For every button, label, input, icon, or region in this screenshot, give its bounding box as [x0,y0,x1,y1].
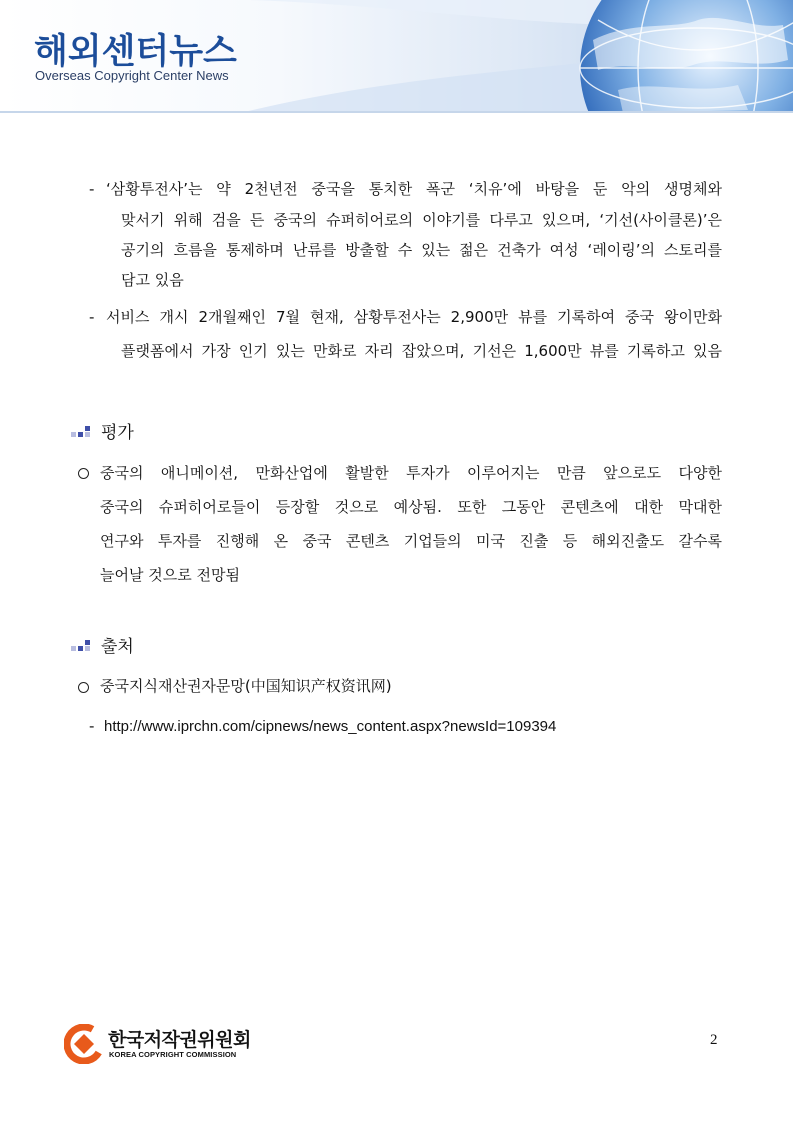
paragraph-line: 중국의 슈퍼히어로들이 등장할 것으로 예상됨. 또한 그동안 콘텐츠에 대한 막대한 [100,498,722,516]
header-divider [0,111,793,113]
kcc-logo-icon [64,1024,104,1064]
paragraph-line: 담고 있음 [121,271,184,289]
org-name-english: KOREA COPYRIGHT COMMISSION [109,1050,237,1059]
newsletter-subtitle: Overseas Copyright Center News [35,68,229,83]
page-number: 2 [710,1032,718,1048]
globe-icon [523,0,793,113]
page-header [0,0,793,113]
paragraph-line: ‘삼황투전사’는 약 2천년전 중국을 통치한 폭군 ‘치유’에 바탕을 둔 악의 생명체와 [106,180,722,198]
section-heading-evaluation: 평가 [101,423,134,443]
paragraph-line: 늘어날 것으로 전망됨 [100,566,240,584]
paragraph-line: 서비스 개시 2개월째인 7월 현재, 삼황투전사는 2,900만 뷰를 기록하여 중국 왕이만화 [106,308,722,326]
section-heading-source: 출처 [101,637,134,657]
paragraph-line: 플랫폼에서 가장 인기 있는 만화로 자리 잡았으며, 기선은 1,600만 뷰를 기록하고 있음 [121,342,722,360]
source-name: 중국지식재산권자문망(中国知识产权资讯网) [100,677,392,695]
dash-bullet: - [89,180,95,198]
newsletter-title: 해외센터뉴스 [34,32,237,72]
section-bullet-icon [71,640,93,654]
circle-bullet-icon [78,468,89,479]
circle-bullet-icon [78,682,89,693]
dash-bullet: - [89,717,95,735]
source-link[interactable]: http://www.iprchn.com/cipnews/news_content.aspx?newsId=109394 [104,718,557,735]
paragraph-line: 공기의 흐름을 통제하며 난류를 방출할 수 있는 젊은 건축가 여성 ‘레이링’의 스토리를 [121,241,722,259]
section-bullet-icon [71,426,93,440]
paragraph-line: 연구와 투자를 진행해 온 중국 콘텐츠 기업들의 미국 진출 등 해외진출도 갈수록 [100,532,722,550]
paragraph-line: 중국의 애니메이션, 만화산업에 활발한 투자가 이루어지는 만큼 앞으로도 다양한 [100,464,722,482]
paragraph-line: 맞서기 위해 검을 든 중국의 슈퍼히어로의 이야기를 다루고 있으며, ‘기선(사이클론)’은 [121,211,722,229]
dash-bullet: - [89,308,95,326]
org-name: 한국저작권위원회 [108,1029,251,1051]
